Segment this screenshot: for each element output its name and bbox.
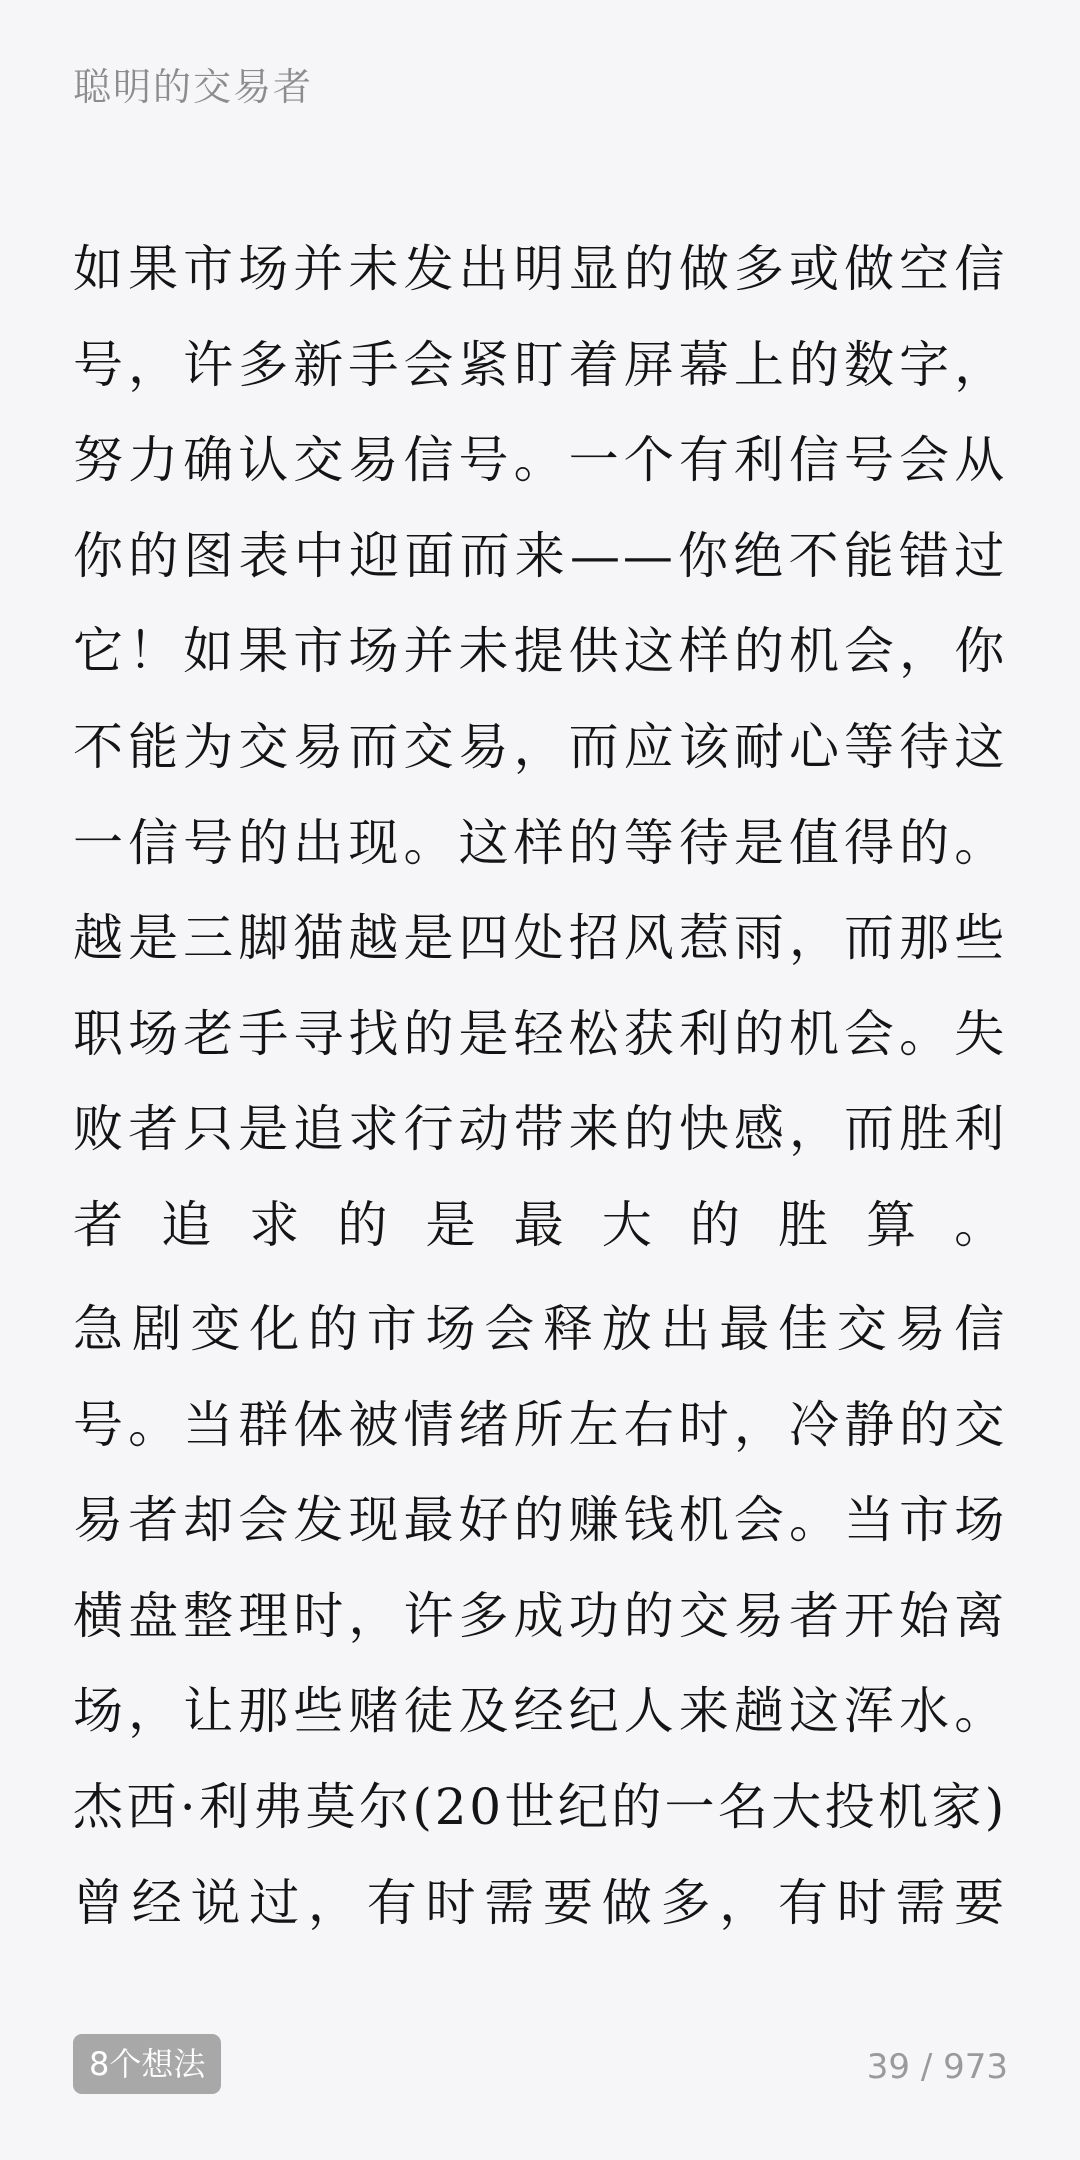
page-counter: 39 / 973	[866, 2047, 1008, 2087]
book-title: 聪明的交易者	[73, 65, 314, 109]
reading-content	[73, 222, 1007, 1952]
thoughts-button[interactable]: 8个想法	[73, 2034, 221, 2094]
paragraph-2: 急剧变化的市场会释放出最佳交易信号。当群体被情绪所左右时，冷静的交易者却会发现最好的赚钱机会。当市场横盘整理时，许多成功的交易者开始离场，让那些赌徒及经纪人来趟这浑水。杰西·利弗莫尔(20世纪的一名大投机家)曾经说过，有时需要做多，有时需要	[73, 1300, 1007, 1932]
paragraph-1: 如果市场并未发出明显的做多或做空信号，许多新手会紧盯着屏幕上的数字，努力确认交易信号。一个有利信号会从你的图表中迎面而来——你绝不能错过它！如果市场并未提供这样的机会，你不能为交易而交易，而应该耐心等待这一信号的出现。这样的等待是值得的。越是三脚猫越是四处招风惹雨，而那些职场老手寻找的是轻松获利的机会。失败者只是追求行动带来的快感，而胜利者追求的是最大的胜算。	[73, 240, 1007, 1254]
